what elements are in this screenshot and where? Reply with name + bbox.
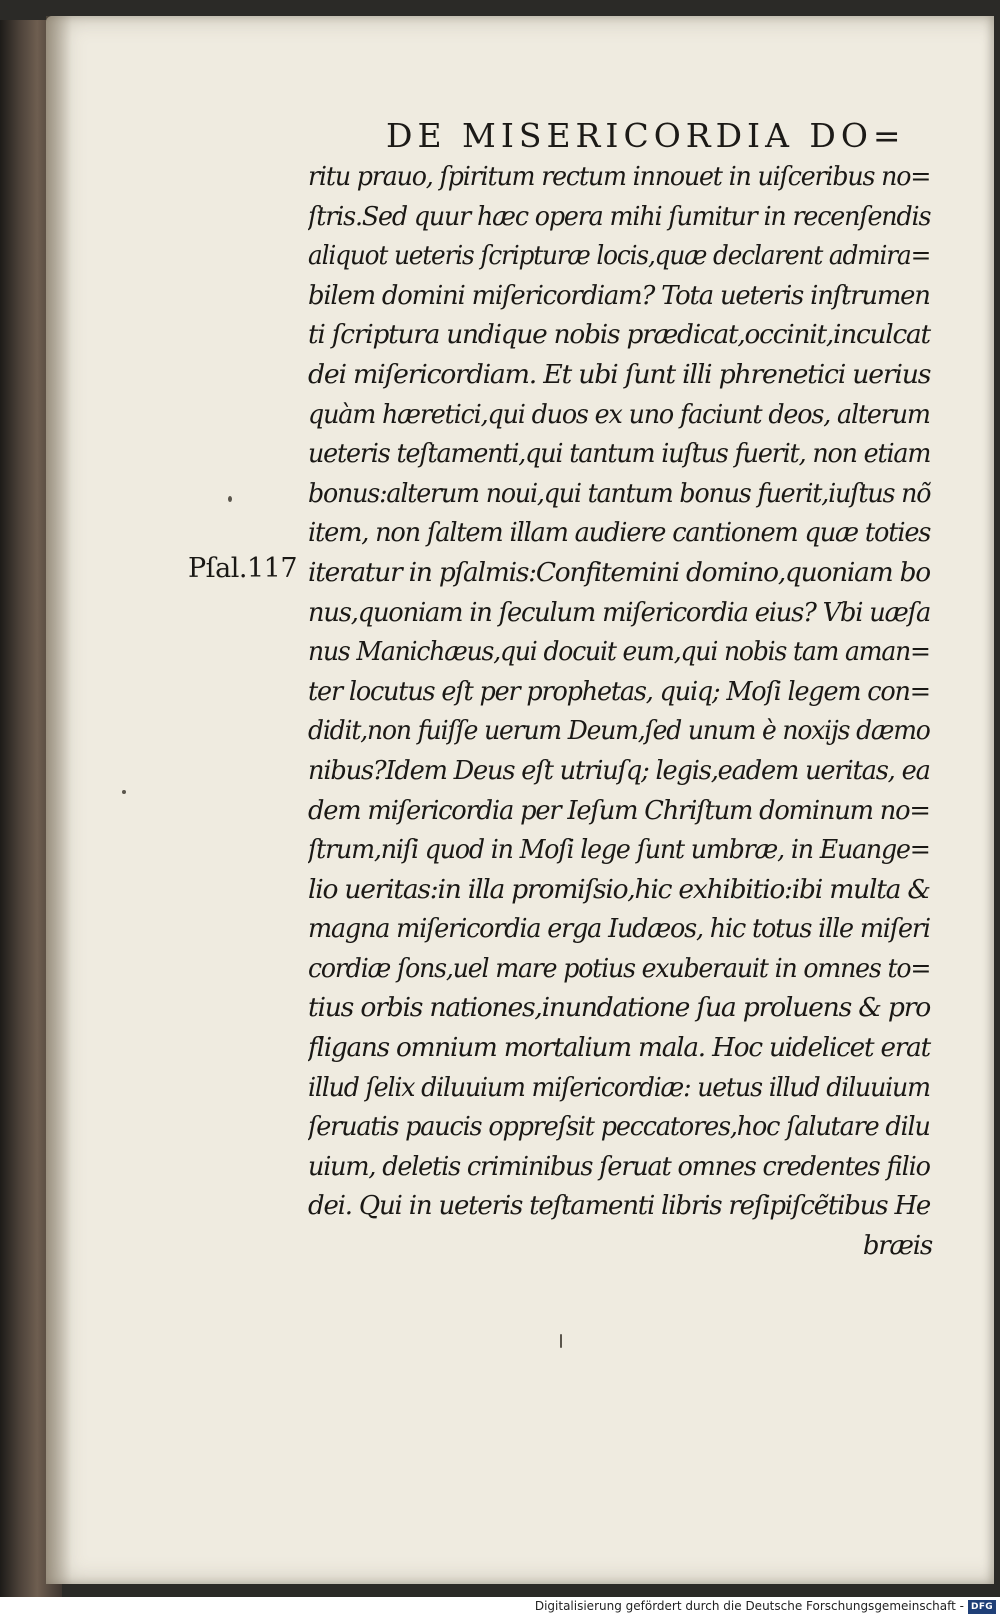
footer-credit-text: Digitalisierung gefördert durch die Deutsche Forschungsgemeinschaft - (534, 1599, 964, 1613)
text-line: dem miſericordia per Ieſum Chriſtum dominum no= (308, 795, 930, 826)
text-line: tius orbis nationes,inundatione ſua proluens & pro (308, 993, 931, 1024)
text-line: lio ueritas:in illa promiſsio,hic exhibitio:ibi multa & (308, 874, 930, 905)
text-line: aliquot ueteris ſcripturæ locis,quæ declarent admira= (308, 241, 931, 272)
text-line: ter locutus eſt per prophetas, quiq; Moſi legem con= (308, 676, 930, 707)
text-line: ſeruatis paucis oppreſsit peccatores,hoc ſalutare dilu (308, 1112, 930, 1143)
running-head: DE MISERICORDIA DO= (386, 116, 906, 155)
text-line: didit,non fuiſſe uerum Deum,ſed unum è noxijs dæmo (308, 716, 930, 747)
text-line: ti ſcriptura undique nobis prædicat,occinit,inculcat (308, 320, 930, 351)
text-line: quàm hæretici,qui duos ex uno faciunt deos, alterum (308, 399, 930, 430)
page-speck (122, 790, 126, 794)
text-line: bilem domini miſericordiam? Tota ueteris inſtrumen (308, 280, 930, 311)
text-line: ſtris.Sed quur hæc opera mihi ſumitur in recenſendis (308, 201, 931, 232)
text-line: ueteris teſtamenti,qui tantum iuſtus fuerit, non etiam (308, 439, 931, 470)
text-line: uium, deletis criminibus ſeruat omnes credentes filio (308, 1151, 930, 1182)
margin-note-psalm-reference: Pſal.117 (188, 553, 298, 584)
text-line: nus Manichæus,qui docuit eum,qui nobis tam aman= (308, 637, 930, 668)
main-text-block (308, 158, 938, 1267)
text-line: magna miſericordia erga Iudæos, hic totus ille miſeri (308, 914, 930, 945)
text-line: bonus:alterum noui,qui tantum bonus fuerit,iuſtus nõ (308, 478, 931, 509)
catchword: bræis (862, 1231, 932, 1262)
page-speck (560, 1334, 562, 1348)
text-line: ſtrum,niſi quod in Moſi lege ſunt umbræ, in Euange= (308, 835, 930, 866)
text-line: dei miſericordiam. Et ubi ſunt illi phrenetici uerius (308, 359, 931, 390)
text-line: fligans omnium mortalium mala. Hoc uidelicet erat (308, 1033, 930, 1064)
text-line: nus,quoniam in ſeculum miſericordia eius? Vbi uæſa (308, 597, 931, 628)
text-line: ritu prauo, ſpiritum rectum innouet in uiſceribus no= (308, 162, 931, 192)
text-line: nibus?Idem Deus eſt utriuſq; legis,eadem ueritas, ea (308, 755, 930, 786)
text-line: illud ſelix diluuium miſericordiæ: uetus illud diluuium (308, 1072, 930, 1103)
page-speck (228, 496, 232, 502)
text-line: cordiæ ſons,uel mare potius exuberauit in omnes to= (308, 953, 931, 984)
text-line: iteratur in pſalmis:Confitemini domino,quoniam bo (308, 557, 930, 588)
text-line: item, non ſaltem illam audiere cantionem quæ toties (308, 518, 931, 549)
dfg-logo: DFG (968, 1600, 996, 1614)
page-gutter-shadow (46, 16, 72, 1584)
text-line: dei. Qui in ueteris teſtamenti libris reſipiſcẽtibus He (308, 1191, 931, 1222)
